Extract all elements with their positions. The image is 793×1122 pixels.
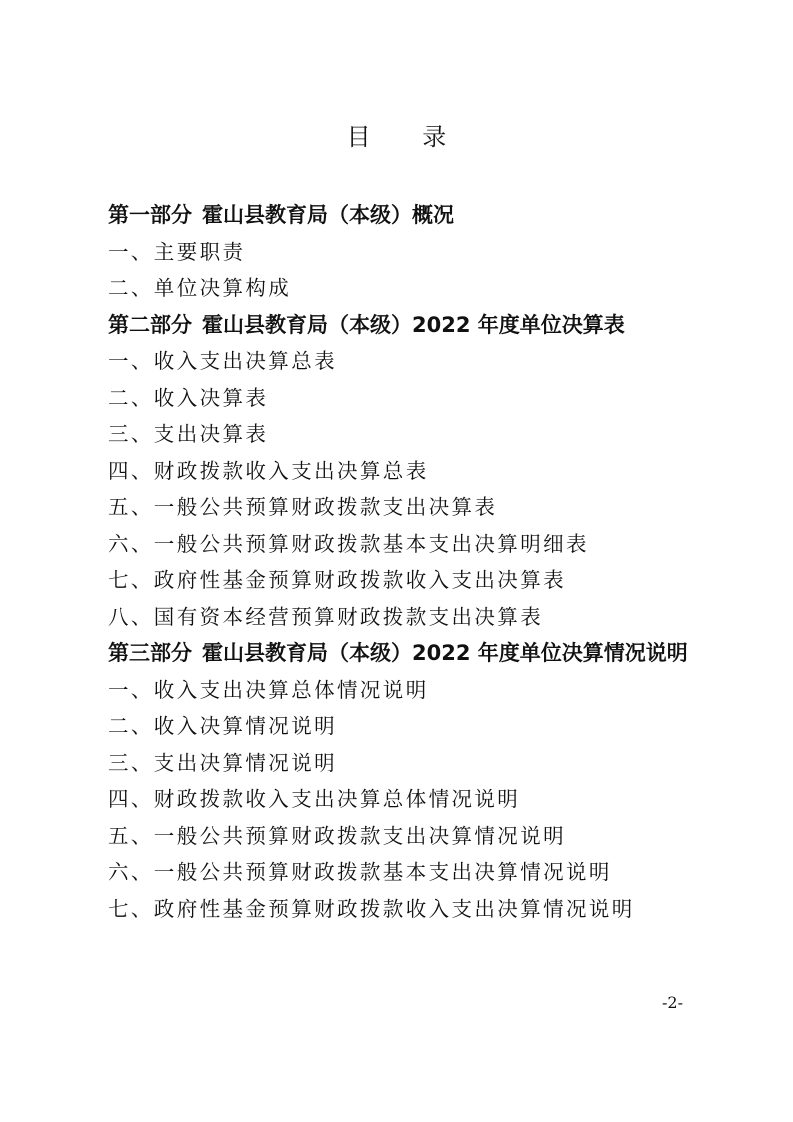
toc-item[interactable]: 一、主要职责 xyxy=(108,239,246,264)
toc-item[interactable]: 三、支出决算情况说明 xyxy=(108,750,337,775)
toc-item[interactable]: 八、国有资本经营预算财政拨款支出决算表 xyxy=(108,604,544,629)
part-title: 霍山县教育局（本级）2022 年度单位决算情况说明 xyxy=(202,641,688,665)
toc-item[interactable]: 四、财政拨款收入支出决算总体情况说明 xyxy=(108,787,521,811)
page-number: -2- xyxy=(662,993,683,1012)
part-title: 霍山县教育局（本级）2022 年度单位决算表 xyxy=(202,312,625,337)
toc-item[interactable]: 七、政府性基金预算财政拨款收入支出决算情况说明 xyxy=(108,896,635,921)
toc-item[interactable]: 四、财政拨款收入支出决算总表 xyxy=(108,458,429,483)
toc-item[interactable]: 七、政府性基金预算财政拨款收入支出决算表 xyxy=(108,568,566,592)
toc-item[interactable]: 五、一般公共预算财政拨款支出决算表 xyxy=(108,495,498,519)
part-title: 霍山县教育局（本级）概况 xyxy=(202,203,454,227)
part-1-heading[interactable] xyxy=(108,197,708,234)
table-of-contents xyxy=(108,197,708,927)
toc-item[interactable]: 二、收入决算情况说明 xyxy=(108,714,337,738)
toc-item[interactable]: 六、一般公共预算财政拨款基本支出决算明细表 xyxy=(108,531,589,556)
toc-item[interactable]: 三、支出决算表 xyxy=(108,422,269,446)
part-label: 第二部分 xyxy=(108,312,192,337)
part-label: 第一部分 xyxy=(108,203,192,227)
part-3-heading[interactable] xyxy=(108,635,698,672)
toc-item[interactable]: 五、一般公共预算财政拨款支出决算情况说明 xyxy=(108,823,566,848)
part-2-heading[interactable] xyxy=(108,307,708,344)
toc-item[interactable]: 一、收入支出决算总体情况说明 xyxy=(108,677,429,702)
part-label: 第三部分 xyxy=(108,641,192,665)
toc-item[interactable]: 二、收入决算表 xyxy=(108,385,269,410)
toc-item[interactable]: 二、单位决算构成 xyxy=(108,276,292,300)
toc-item[interactable]: 一、收入支出决算总表 xyxy=(108,349,337,373)
toc-item[interactable]: 六、一般公共预算财政拨款基本支出决算情况说明 xyxy=(108,860,612,884)
page-title: 目 录 xyxy=(346,123,469,151)
